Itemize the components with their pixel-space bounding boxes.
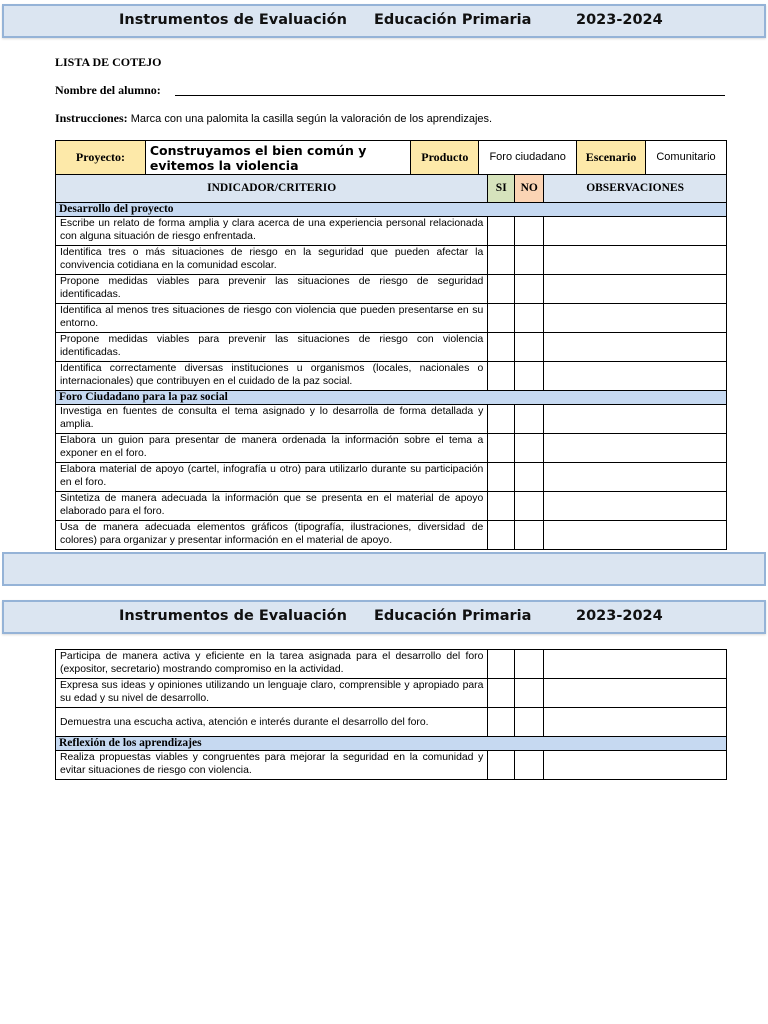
product-label: Producto	[411, 141, 479, 175]
indicator-header: INDICADOR/CRITERIO	[56, 175, 488, 203]
project-label: Proyecto:	[56, 141, 146, 175]
si-header: SI	[488, 175, 515, 203]
instructions-text: Marca con una palomita la casilla según la valoración de los aprendizajes.	[130, 113, 493, 125]
no-checkbox[interactable]	[515, 246, 544, 275]
si-checkbox[interactable]	[488, 708, 515, 737]
criterion-text: Identifica tres o más situaciones de riesgo en la seguridad que pueden afectar la convivencia cotidiana en la comunidad escolar.	[56, 246, 488, 275]
si-checkbox[interactable]	[488, 275, 515, 304]
si-checkbox[interactable]	[488, 463, 515, 492]
criterion-text: Elabora material de apoyo (cartel, infografía u otro) para utilizarlo durante su participación en el foro.	[56, 463, 488, 492]
header-year: 2023-2024	[576, 608, 663, 624]
header-title: Instrumentos de Evaluación	[119, 608, 347, 624]
no-checkbox[interactable]	[515, 362, 544, 391]
si-checkbox[interactable]	[488, 434, 515, 463]
no-checkbox[interactable]	[515, 492, 544, 521]
observations-cell[interactable]	[544, 434, 727, 463]
si-checkbox[interactable]	[488, 650, 515, 679]
si-checkbox[interactable]	[488, 217, 515, 246]
table-row	[56, 463, 727, 492]
doc-title: LISTA DE COTEJO	[55, 55, 162, 69]
observations-cell[interactable]	[544, 708, 727, 737]
table-row	[56, 217, 727, 246]
observations-cell[interactable]	[544, 405, 727, 434]
product-value: Foro ciudadano	[479, 141, 577, 175]
section-row	[56, 203, 727, 217]
criterion-text: Propone medidas viables para prevenir las situaciones de riesgo con violencia identificadas.	[56, 333, 488, 362]
si-checkbox[interactable]	[488, 362, 515, 391]
table-row	[56, 650, 727, 679]
project-name: Construyamos el bien común y evitemos la violencia	[145, 141, 410, 175]
no-checkbox[interactable]	[515, 304, 544, 333]
table-row	[56, 362, 727, 391]
table-row	[56, 679, 727, 708]
si-checkbox[interactable]	[488, 492, 515, 521]
instructions-label: Instrucciones:	[55, 111, 128, 125]
header-level: Educación Primaria	[374, 12, 532, 28]
table-row	[56, 492, 727, 521]
si-checkbox[interactable]	[488, 405, 515, 434]
project-info-table	[55, 140, 727, 175]
si-checkbox[interactable]	[488, 304, 515, 333]
table-row	[56, 333, 727, 362]
table-row	[56, 708, 727, 737]
no-checkbox[interactable]	[515, 708, 544, 737]
no-checkbox[interactable]	[515, 275, 544, 304]
checklist-table	[55, 174, 727, 550]
observations-cell[interactable]	[544, 751, 727, 780]
si-checkbox[interactable]	[488, 679, 515, 708]
table-row	[56, 751, 727, 780]
table-row	[56, 521, 727, 550]
observations-cell[interactable]	[544, 650, 727, 679]
table-row	[56, 304, 727, 333]
no-header: NO	[515, 175, 544, 203]
si-checkbox[interactable]	[488, 751, 515, 780]
criterion-text: Demuestra una escucha activa, atención e interés durante el desarrollo del foro.	[56, 708, 488, 737]
si-checkbox[interactable]	[488, 246, 515, 275]
instructions	[55, 111, 492, 126]
observations-cell[interactable]	[544, 362, 727, 391]
observations-cell[interactable]	[544, 463, 727, 492]
no-checkbox[interactable]	[515, 434, 544, 463]
scenario-value: Comunitario	[646, 141, 727, 175]
no-checkbox[interactable]	[515, 333, 544, 362]
header-title: Instrumentos de Evaluación	[119, 12, 347, 28]
no-checkbox[interactable]	[515, 650, 544, 679]
student-name-field[interactable]	[55, 83, 727, 98]
observations-cell[interactable]	[544, 304, 727, 333]
section-row	[56, 737, 727, 751]
table-row	[56, 405, 727, 434]
criterion-text: Escribe un relato de forma amplia y clara acerca de una experiencia personal relacionada con alguna situación de riesgo enfrentada.	[56, 217, 488, 246]
page-header	[2, 4, 766, 38]
no-checkbox[interactable]	[515, 463, 544, 492]
table-row	[56, 275, 727, 304]
checklist-table-continued	[55, 649, 727, 780]
no-checkbox[interactable]	[515, 405, 544, 434]
table-header-row	[56, 175, 727, 203]
no-checkbox[interactable]	[515, 521, 544, 550]
header-year: 2023-2024	[576, 12, 663, 28]
table-row	[56, 246, 727, 275]
page-footer-bar	[2, 552, 766, 586]
no-checkbox[interactable]	[515, 751, 544, 780]
criterion-text: Identifica correctamente diversas instituciones u organismos (locales, nacionales o internacionales) que contribuyen en el cuidado de la paz social.	[56, 362, 488, 391]
observations-cell[interactable]	[544, 492, 727, 521]
observations-header: OBSERVACIONES	[544, 175, 727, 203]
no-checkbox[interactable]	[515, 217, 544, 246]
criterion-text: Usa de manera adecuada elementos gráficos (tipografía, ilustraciones, diversidad de colores) para organizar y presentar información en el material de apoyo.	[56, 521, 488, 550]
section-title: Foro Ciudadano para la paz social	[56, 391, 727, 405]
criterion-text: Identifica al menos tres situaciones de riesgo con violencia que pueden presentarse en su entorno.	[56, 304, 488, 333]
student-label: Nombre del alumno:	[55, 83, 161, 97]
criterion-text: Elabora un guion para presentar de manera ordenada la información sobre el tema a exponer en el foro.	[56, 434, 488, 463]
observations-cell[interactable]	[544, 246, 727, 275]
page-header	[2, 600, 766, 634]
criterion-text: Propone medidas viables para prevenir las situaciones de riesgo de seguridad identificadas.	[56, 275, 488, 304]
si-checkbox[interactable]	[488, 521, 515, 550]
observations-cell[interactable]	[544, 275, 727, 304]
observations-cell[interactable]	[544, 679, 727, 708]
scenario-label: Escenario	[577, 141, 646, 175]
no-checkbox[interactable]	[515, 679, 544, 708]
criterion-text: Investiga en fuentes de consulta el tema asignado y lo desarrolla de forma detallada y amplia.	[56, 405, 488, 434]
header-level: Educación Primaria	[374, 608, 532, 624]
observations-cell[interactable]	[544, 333, 727, 362]
observations-cell[interactable]	[544, 217, 727, 246]
criterion-text: Realiza propuestas viables y congruentes para mejorar la seguridad en la comunidad y evitar situaciones de riesgo con violencia.	[56, 751, 488, 780]
section-title: Desarrollo del proyecto	[56, 203, 727, 217]
criterion-text: Sintetiza de manera adecuada la información que se presenta en el material de apoyo elaborado para el foro.	[56, 492, 488, 521]
criterion-text: Expresa sus ideas y opiniones utilizando un lenguaje claro, comprensible y apropiado para su edad y su nivel de desarrollo.	[56, 679, 488, 708]
student-name-line[interactable]	[175, 95, 725, 96]
observations-cell[interactable]	[544, 521, 727, 550]
table-row	[56, 434, 727, 463]
section-title: Reflexión de los aprendizajes	[56, 737, 727, 751]
si-checkbox[interactable]	[488, 333, 515, 362]
criterion-text: Participa de manera activa y eficiente en la tarea asignada para el desarrollo del foro (expositor, secretario) mostrando compromiso en la actividad.	[56, 650, 488, 679]
section-row	[56, 391, 727, 405]
